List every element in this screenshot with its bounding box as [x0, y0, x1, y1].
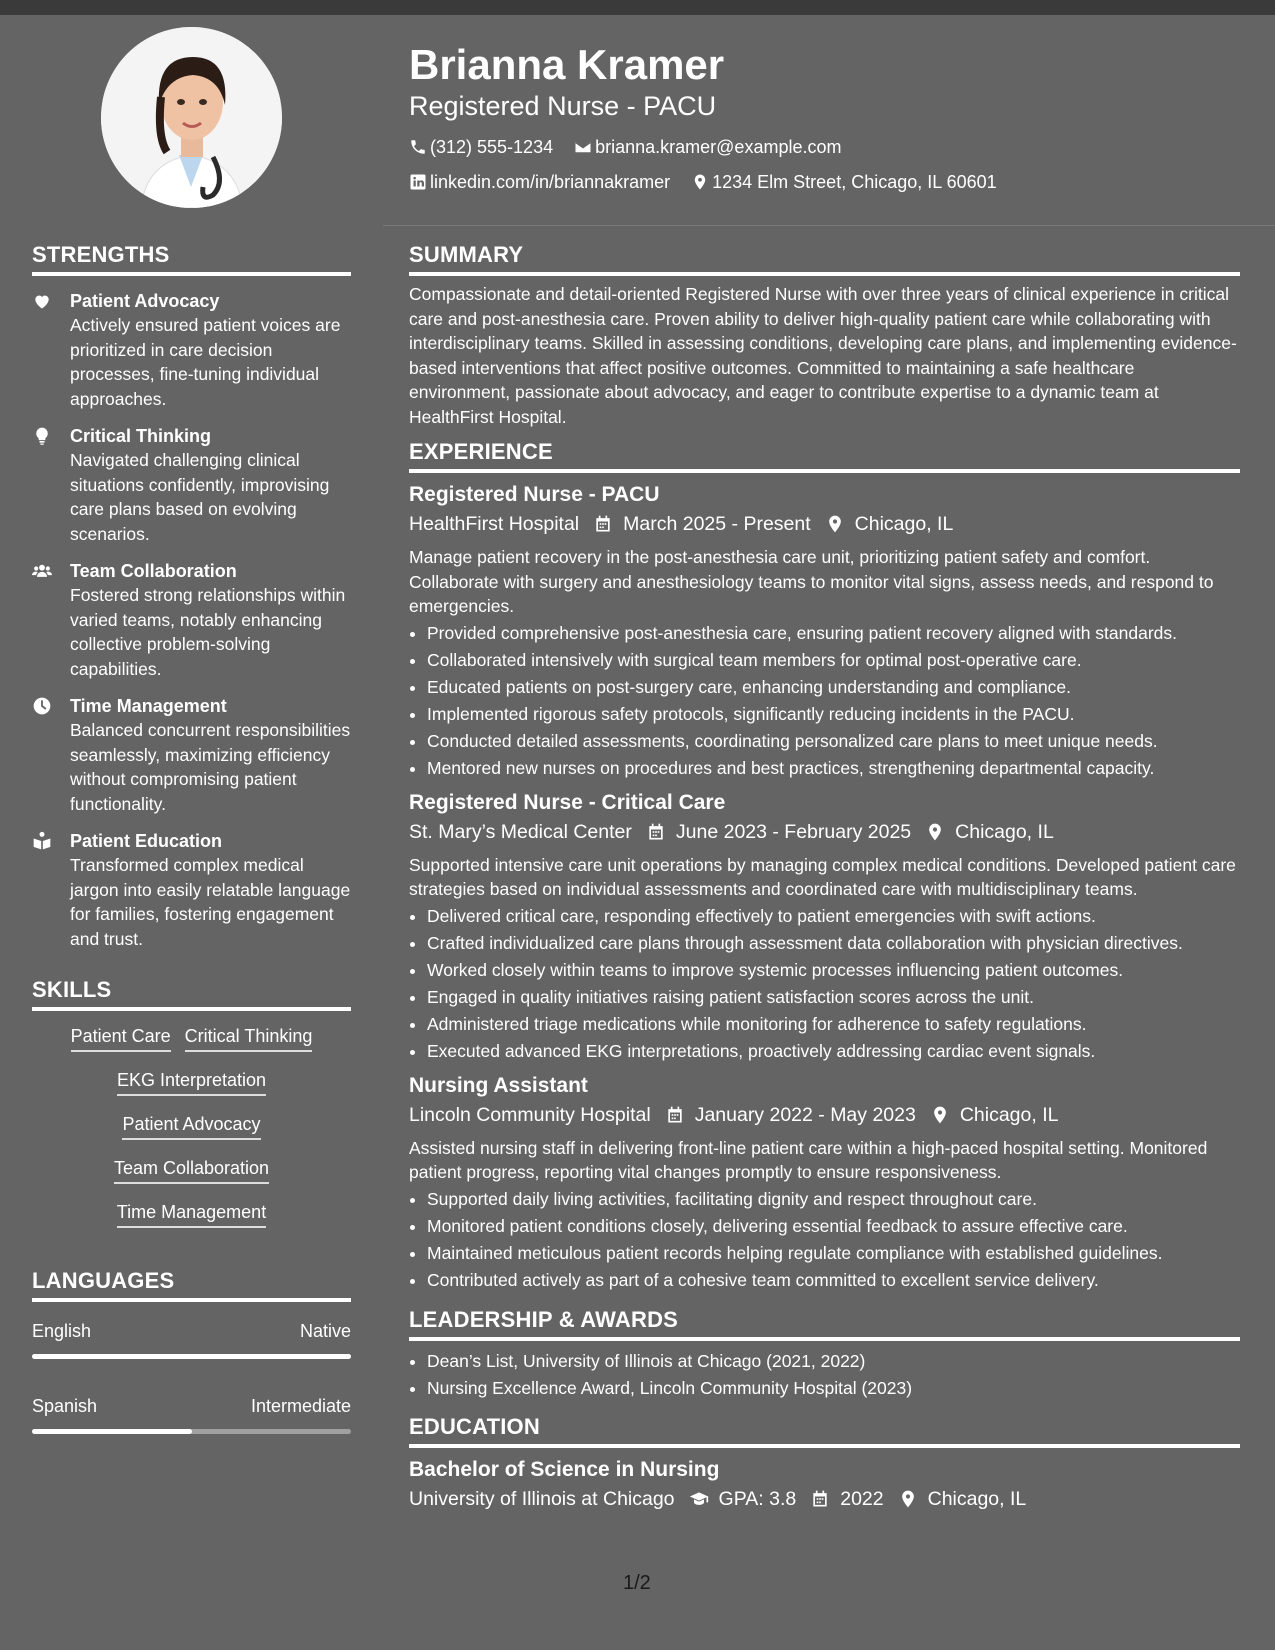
email-text: brianna.kramer@example.com: [595, 136, 842, 157]
strength-item: [32, 559, 351, 681]
language-proficiency-bar: [32, 1354, 351, 1359]
strength-title: Patient Advocacy: [70, 291, 220, 311]
job-meta: [409, 1100, 1240, 1130]
job-bullet: • Conducted detailed assessments, coordinating personalized care plans to meet unique needs.: [427, 729, 1240, 754]
top-bar: [0, 0, 1275, 15]
calendar-icon: [665, 1105, 685, 1125]
strength-desc: Navigated challenging clinical situations confidently, improvising care plans based on evolving scenarios.: [70, 450, 330, 544]
job-bullet: • Executed advanced EKG interpretations, proactively addressing cardiac event signals.: [427, 1039, 1240, 1064]
education-heading: EDUCATION: [409, 1414, 1240, 1448]
phone-text: (312) 555-1234: [430, 136, 554, 157]
job-location: Chicago, IL: [959, 1103, 1059, 1126]
strength-title: Patient Education: [70, 831, 223, 851]
awards-heading: LEADERSHIP & AWARDS: [409, 1307, 1240, 1341]
resume-header: [409, 40, 1239, 201]
language-item: [32, 1395, 351, 1434]
map-pin-icon: [691, 173, 709, 191]
school-name: University of Illinois at Chicago: [409, 1488, 675, 1510]
job-bullets: [409, 621, 1240, 781]
left-column: [32, 242, 351, 1434]
clock-icon: [32, 696, 52, 716]
calendar-icon: [593, 514, 613, 534]
strengths-heading: STRENGTHS: [32, 242, 351, 276]
strength-item: [32, 694, 351, 816]
skills-heading: SKILLS: [32, 977, 351, 1011]
job-dates: March 2025 - Present: [623, 513, 811, 535]
skill-tag: Patient Care: [71, 1025, 171, 1052]
strength-title: Time Management: [70, 696, 227, 716]
summary-text: Compassionate and detail-oriented Registered Nurse with over three years of clinical experience in critical care and post-anesthesia care. Proven ability to deliver high-quality patient care while collaborating with interdisciplinary teams. Skilled in assessing conditions, developing care plans, and implementing evidence-based interventions that affect positive outcomes. Committed to maintaining a safe healthcare environment, passionate about advocacy, and eager to contribute expertise to a dynamic team at HealthFirst Hospital.: [409, 284, 1237, 427]
languages-heading: LANGUAGES: [32, 1268, 351, 1302]
skills-list: [32, 1025, 351, 1228]
page-indicator: 1/2: [623, 1572, 651, 1594]
job-dates: January 2022 - May 2023: [694, 1103, 916, 1126]
job-entry: [409, 1072, 1240, 1293]
map-pin-icon: [925, 822, 945, 842]
lightbulb-icon: [32, 426, 52, 446]
profile-photo: [101, 27, 282, 208]
job-bullets: [409, 1187, 1240, 1293]
candidate-title: Registered Nurse - PACU: [409, 91, 717, 122]
right-column: [409, 242, 1240, 1524]
skill-tag: Patient Advocacy: [122, 1113, 260, 1140]
calendar-icon: [810, 1489, 830, 1509]
experience-section: [409, 439, 1240, 1293]
strength-desc: Actively ensured patient voices are prioritized in care decision processes, fine-tuning individual approaches.: [70, 315, 341, 409]
book-reader-icon: [32, 831, 52, 851]
award-item: • Dean’s List, University of Illinois at Chicago (2021, 2022): [427, 1349, 1240, 1374]
job-company: Lincoln Community Hospital: [409, 1103, 651, 1126]
address-text: 1234 Elm Street, Chicago, IL 60601: [712, 171, 997, 192]
job-title: Nursing Assistant: [409, 1073, 588, 1097]
job-description: Supported intensive care unit operations by managing complex medical conditions. Developed patient care strategies based on individual assessments and coordinated care with multidisciplinary teams.: [409, 854, 1236, 899]
education-meta: [409, 1484, 1240, 1514]
job-description: Assisted nursing staff in delivering front-line patient care within a high-paced hospital setting. Monitored patient progress, reporting vital changes promptly to ensure responsiveness.: [409, 1137, 1208, 1182]
job-bullet: • Administered triage medications while monitoring for adherence to safety regulations.: [427, 1012, 1240, 1037]
strength-item: [32, 424, 351, 546]
language-name: Spanish: [32, 1396, 98, 1416]
heart-icon: [32, 291, 52, 311]
strength-desc: Fostered strong relationships within varied teams, notably enhancing collective problem-solving capabilities.: [70, 585, 346, 679]
job-location: Chicago, IL: [955, 820, 1054, 843]
skill-tag: Critical Thinking: [185, 1025, 313, 1052]
header-divider: [383, 225, 1275, 226]
language-proficiency-fill: [32, 1354, 351, 1359]
map-pin-icon: [930, 1105, 950, 1125]
education-location: Chicago, IL: [927, 1488, 1027, 1510]
language-proficiency-fill: [32, 1429, 192, 1434]
strength-item: [32, 829, 351, 951]
email-contact[interactable]: [574, 131, 841, 163]
job-entry: [409, 481, 1240, 781]
map-pin-icon: [825, 514, 845, 534]
job-bullet: • Contributed actively as part of a cohesive team committed to excellent service delivery.: [427, 1268, 1240, 1293]
strength-desc: Balanced concurrent responsibilities seamlessly, maximizing efficiency without compromising patient functionality.: [70, 720, 351, 814]
phone-icon: [409, 138, 427, 156]
job-company: HealthFirst Hospital: [409, 513, 580, 535]
job-title: Registered Nurse - PACU: [409, 483, 660, 506]
education-section: [409, 1414, 1240, 1514]
strength-desc: Transformed complex medical jargon into easily relatable language for families, fostering engagement and trust.: [70, 855, 351, 949]
award-item: • Nursing Excellence Award, Lincoln Community Hospital (2023): [427, 1376, 1240, 1401]
job-bullet: • Mentored new nurses on procedures and best practices, strengthening departmental capacity.: [427, 756, 1240, 781]
job-bullets: [409, 904, 1240, 1064]
linkedin-contact[interactable]: [409, 166, 670, 198]
education-gpa: GPA: 3.8: [718, 1488, 797, 1510]
language-name: English: [32, 1321, 92, 1341]
job-entry: [409, 789, 1240, 1064]
job-bullet: • Crafted individualized care plans through assessment data collaboration with physician directives.: [427, 931, 1240, 956]
candidate-name: Brianna Kramer: [409, 41, 725, 88]
skill-tag: EKG Interpretation: [117, 1069, 266, 1096]
job-bullet: • Delivered critical care, responding effectively to patient emergencies with swift actions.: [427, 904, 1240, 929]
job-meta: [409, 509, 1240, 539]
job-bullet: • Implemented rigorous safety protocols, significantly reducing incidents in the PACU.: [427, 702, 1240, 727]
map-pin-icon: [898, 1489, 918, 1509]
strength-title: Critical Thinking: [70, 426, 212, 446]
calendar-icon: [646, 822, 666, 842]
skill-tag: Team Collaboration: [114, 1157, 269, 1184]
job-bullet: • Provided comprehensive post-anesthesia care, ensuring patient recovery aligned with standards.: [427, 621, 1240, 646]
strength-item: [32, 289, 351, 411]
job-dates: June 2023 - February 2025: [675, 820, 912, 843]
contact-info: [409, 131, 1239, 201]
linkedin-icon: [409, 173, 427, 191]
linkedin-text: linkedin.com/in/briannakramer: [430, 171, 671, 192]
awards-section: [409, 1307, 1240, 1401]
summary-heading: SUMMARY: [409, 242, 1240, 276]
job-location: Chicago, IL: [854, 513, 954, 535]
address-contact: [691, 166, 997, 198]
job-bullet: • Supported daily living activities, facilitating dignity and respect throughout care.: [427, 1187, 1240, 1212]
language-level: Intermediate: [250, 1396, 351, 1416]
job-company: St. Mary’s Medical Center: [409, 820, 632, 843]
phone-contact[interactable]: [409, 131, 553, 163]
language-item: [32, 1320, 351, 1359]
job-bullet: • Engaged in quality initiatives raising patient satisfaction scores across the unit.: [427, 985, 1240, 1010]
envelope-icon: [574, 138, 592, 156]
experience-heading: EXPERIENCE: [409, 439, 1240, 473]
job-bullet: • Maintained meticulous patient records helping regulate compliance with established guidelines.: [427, 1241, 1240, 1266]
job-meta: [409, 817, 1240, 847]
skill-tag: Time Management: [117, 1201, 266, 1228]
education-year: 2022: [840, 1488, 884, 1510]
degree-title: Bachelor of Science in Nursing: [409, 1458, 720, 1481]
language-level: Native: [299, 1321, 351, 1341]
job-description: Manage patient recovery in the post-anesthesia care unit, prioritizing patient safety and comfort. Collaborate with surgery and anesthesiology teams to monitor vital signs, assess needs, and respond to emergencies.: [409, 547, 1214, 616]
language-proficiency-bar: [32, 1429, 351, 1434]
strength-title: Team Collaboration: [70, 561, 237, 581]
job-bullet: • Collaborated intensively with surgical team members for optimal post-operative care.: [427, 648, 1240, 673]
job-bullet: • Worked closely within teams to improve systemic processes influencing patient outcomes.: [427, 958, 1240, 983]
awards-list: [409, 1349, 1240, 1401]
job-title: Registered Nurse - Critical Care: [409, 790, 726, 814]
graduation-cap-icon: [689, 1489, 709, 1509]
summary-section: [409, 242, 1240, 429]
job-bullet: • Educated patients on post-surgery care, enhancing understanding and compliance.: [427, 675, 1240, 700]
users-icon: [32, 561, 52, 581]
job-bullet: • Monitored patient conditions closely, delivering essential feedback to assure effective care.: [427, 1214, 1240, 1239]
